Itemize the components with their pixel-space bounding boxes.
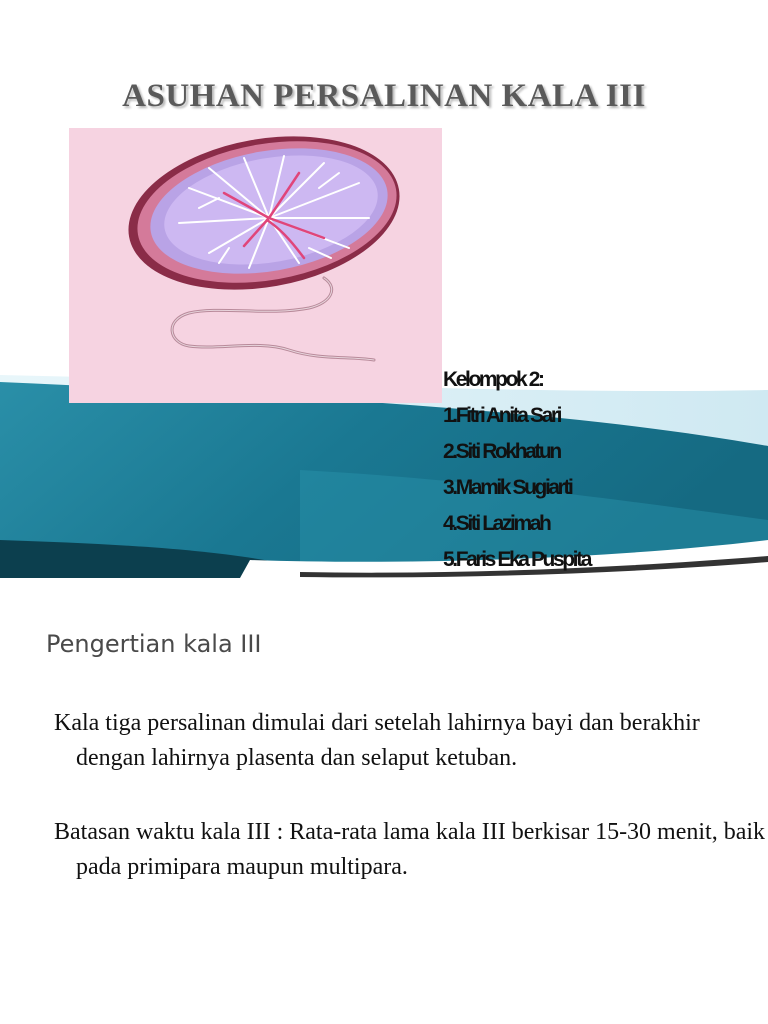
slide-heading: Pengertian kala III	[46, 630, 262, 658]
presentation-title: ASUHAN PERSALINAN KALA III	[122, 78, 646, 114]
group-member: 1.Fitri Anita Sari	[443, 404, 561, 427]
definition-slide	[0, 578, 768, 1024]
group-members-list	[443, 362, 590, 578]
group-member: 4.Siti Lazimah	[443, 512, 550, 535]
group-member: 3.Mamik Sugiarti	[443, 476, 572, 499]
group-member: 5.Faris Eka Puspita	[443, 548, 590, 571]
group-member: 2.Siti Rokhatun	[443, 440, 560, 463]
placenta-illustration	[69, 128, 442, 403]
group-heading: Kelompok 2:	[443, 368, 543, 391]
definition-paragraph: Kala tiga persalinan dimulai dari setelah lahirnya bayi dan berakhir dengan lahirnya plasenta dan selaput ketuban.	[54, 710, 700, 771]
duration-paragraph: Batasan waktu kala III : Rata-rata lama kala III berkisar 15-30 menit, baik pada primipara maupun multipara.	[54, 819, 766, 880]
